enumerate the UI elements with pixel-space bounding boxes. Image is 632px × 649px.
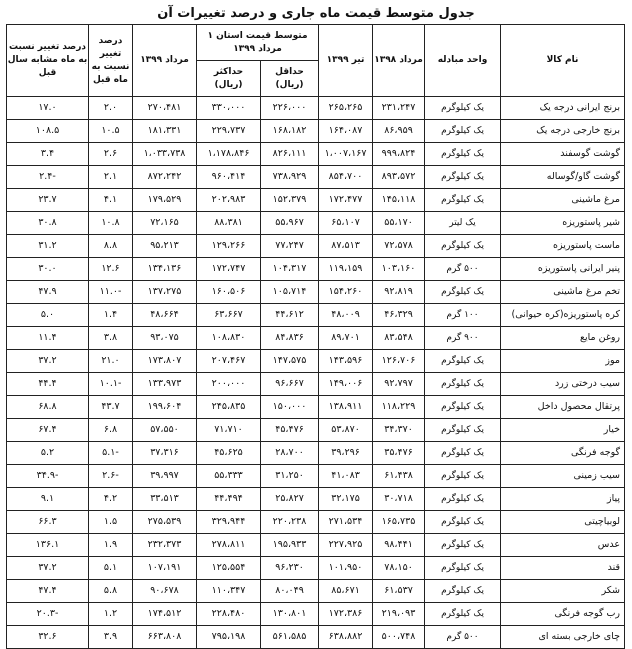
cell-tir-1399: ۱،۰۰۷،۱۶۷ [319, 143, 373, 166]
cell-change-year: ۶۶.۳ [7, 511, 89, 534]
cell-mordad-1399: ۳۹،۹۹۷ [133, 465, 197, 488]
cell-unit: یک کیلوگرم [425, 603, 501, 626]
cell-item-name: رب گوجه فرنگی [501, 603, 625, 626]
cell-mordad-1398: ۹۲،۷۹۷ [373, 373, 425, 396]
cell-min-price: ۱۵۰،۰۰۰ [261, 396, 319, 419]
table-row [7, 97, 625, 120]
cell-item-name: گوشت گاو/گوساله [501, 166, 625, 189]
cell-unit: یک کیلوگرم [425, 373, 501, 396]
cell-unit: یک کیلوگرم [425, 419, 501, 442]
cell-min-price: ۵۵،۹۶۷ [261, 212, 319, 235]
cell-unit: یک کیلوگرم [425, 557, 501, 580]
cell-change-year: ۳۱.۲ [7, 235, 89, 258]
header-mordad-1399: مرداد ۱۳۹۹ [133, 25, 197, 97]
cell-change-month: ۱.۵ [89, 511, 133, 534]
cell-tir-1399: ۱۴۹،۰۰۶ [319, 373, 373, 396]
table-row [7, 304, 625, 327]
cell-item-name: گوجه فرنگی [501, 442, 625, 465]
cell-mordad-1398: ۵۰۰،۷۴۸ [373, 626, 425, 649]
cell-item-name: کره پاستوریزه(کره حیوانی) [501, 304, 625, 327]
cell-tir-1399: ۵۳،۸۷۰ [319, 419, 373, 442]
cell-mordad-1399: ۱۹۹،۶۰۴ [133, 396, 197, 419]
cell-tir-1399: ۳۲،۱۷۵ [319, 488, 373, 511]
cell-unit: یک کیلوگرم [425, 534, 501, 557]
cell-item-name: روغن مایع [501, 327, 625, 350]
cell-item-name: سیب زمینی [501, 465, 625, 488]
cell-min-price: ۵۶۱،۵۸۵ [261, 626, 319, 649]
cell-min-price: ۲۵،۸۲۷ [261, 488, 319, 511]
cell-tir-1399: ۱۶۴،۰۸۷ [319, 120, 373, 143]
table-row [7, 327, 625, 350]
cell-max-price: ۲۴۵،۸۳۵ [197, 396, 261, 419]
cell-min-price: ۷۷،۲۴۷ [261, 235, 319, 258]
cell-tir-1399: ۸۵۴،۷۰۰ [319, 166, 373, 189]
table-row [7, 212, 625, 235]
cell-change-year: ۵.۲ [7, 442, 89, 465]
cell-mordad-1399: ۲۳۲،۳۷۳ [133, 534, 197, 557]
cell-change-year: ۳۰.۰ [7, 258, 89, 281]
cell-max-price: ۷۹۵،۱۹۸ [197, 626, 261, 649]
cell-change-year: ۶۸.۸ [7, 396, 89, 419]
cell-tir-1399: ۱۳۸،۹۱۱ [319, 396, 373, 419]
cell-tir-1399: ۴۱،۰۸۳ [319, 465, 373, 488]
cell-change-month: ۶.۸ [89, 419, 133, 442]
cell-change-year: ۲۳.۷ [7, 189, 89, 212]
cell-tir-1399: ۱۱۹،۱۵۹ [319, 258, 373, 281]
cell-mordad-1399: ۱۳۷،۲۷۵ [133, 281, 197, 304]
cell-mordad-1398: ۸۳،۵۴۸ [373, 327, 425, 350]
cell-mordad-1399: ۱۰۷،۱۹۱ [133, 557, 197, 580]
cell-change-month: ۱۲.۶ [89, 258, 133, 281]
cell-mordad-1398: ۱۶۵،۷۳۵ [373, 511, 425, 534]
cell-tir-1399: ۴۸،۰۰۹ [319, 304, 373, 327]
cell-min-price: ۱۶۸،۱۸۲ [261, 120, 319, 143]
cell-mordad-1398: ۸۶،۹۵۹ [373, 120, 425, 143]
cell-tir-1399: ۲۲۷،۹۲۵ [319, 534, 373, 557]
cell-change-month: ۳.۸ [89, 327, 133, 350]
cell-unit: یک کیلوگرم [425, 580, 501, 603]
cell-tir-1399: ۶۳۸،۸۸۲ [319, 626, 373, 649]
cell-item-name: شیر پاستوریزه [501, 212, 625, 235]
cell-mordad-1398: ۳۵،۴۷۶ [373, 442, 425, 465]
cell-mordad-1398: ۶۱،۵۳۷ [373, 580, 425, 603]
cell-max-price: ۱۲۵،۵۵۴ [197, 557, 261, 580]
table-row [7, 258, 625, 281]
cell-min-price: ۲۸،۷۰۰ [261, 442, 319, 465]
cell-item-name: لوبیاچیتی [501, 511, 625, 534]
cell-tir-1399: ۲۷۱،۵۳۴ [319, 511, 373, 534]
cell-mordad-1399: ۷۲،۱۶۵ [133, 212, 197, 235]
cell-tir-1399: ۱۵۴،۲۶۰ [319, 281, 373, 304]
cell-tir-1399: ۸۹،۷۰۱ [319, 327, 373, 350]
cell-min-price: ۹۶،۲۳۰ [261, 557, 319, 580]
cell-mordad-1398: ۲۱۹،۰۹۳ [373, 603, 425, 626]
cell-change-month: ۱.۴ [89, 304, 133, 327]
cell-max-price: ۴۵،۶۲۵ [197, 442, 261, 465]
table-row [7, 488, 625, 511]
cell-change-year: -۲.۴ [7, 166, 89, 189]
cell-mordad-1398: ۱۰۳،۱۶۰ [373, 258, 425, 281]
cell-mordad-1398: ۳۴،۳۷۰ [373, 419, 425, 442]
cell-mordad-1398: ۳۰،۷۱۸ [373, 488, 425, 511]
cell-max-price: ۱۰۸،۸۳۰ [197, 327, 261, 350]
table-row [7, 143, 625, 166]
cell-mordad-1398: ۸۹۳،۵۷۲ [373, 166, 425, 189]
cell-tir-1399: ۱۰۱،۹۵۰ [319, 557, 373, 580]
header-change-year: درصد تغییر نسبت به ماه مشابه سال قبل [7, 25, 89, 97]
table-header [7, 25, 625, 97]
cell-unit: یک کیلوگرم [425, 235, 501, 258]
table-row [7, 189, 625, 212]
table-row [7, 603, 625, 626]
table-title: جدول متوسط قیمت ماه جاری و درصد تغییرات آن [157, 6, 475, 21]
cell-tir-1399: ۱۴۳،۵۹۶ [319, 350, 373, 373]
cell-min-price: ۲۲۶،۰۰۰ [261, 97, 319, 120]
cell-unit: ۵۰۰ گرم [425, 258, 501, 281]
cell-change-year: ۳۷.۲ [7, 557, 89, 580]
cell-tir-1399: ۱۷۲،۳۸۶ [319, 603, 373, 626]
header-province-average [197, 25, 319, 61]
cell-change-month: ۱۰.۸ [89, 212, 133, 235]
cell-min-price: ۸۴،۸۳۶ [261, 327, 319, 350]
cell-max-price: ۳۲۹،۹۴۴ [197, 511, 261, 534]
table-body [7, 97, 625, 649]
cell-unit: یک کیلوگرم [425, 488, 501, 511]
cell-change-month: ۸.۸ [89, 235, 133, 258]
cell-max-price: ۱،۱۷۸،۸۴۶ [197, 143, 261, 166]
cell-mordad-1398: ۱۲۶،۷۰۶ [373, 350, 425, 373]
cell-mordad-1399: ۹۳،۰۷۵ [133, 327, 197, 350]
cell-item-name: برنج ایرانی درجه یک [501, 97, 625, 120]
table-row [7, 166, 625, 189]
cell-item-name: سیب درختی زرد [501, 373, 625, 396]
cell-item-name: گوشت گوسفند [501, 143, 625, 166]
cell-max-price: ۱۷۲،۷۴۷ [197, 258, 261, 281]
cell-change-month: ۱.۹ [89, 534, 133, 557]
cell-max-price: ۷۱،۷۱۰ [197, 419, 261, 442]
cell-item-name: مرغ ماشینی [501, 189, 625, 212]
cell-item-name: چای خارجی بسته ای [501, 626, 625, 649]
cell-max-price: ۱۶۰،۵۰۶ [197, 281, 261, 304]
cell-max-price: ۴۴،۴۹۴ [197, 488, 261, 511]
cell-max-price: ۸۸،۳۸۱ [197, 212, 261, 235]
cell-item-name: عدس [501, 534, 625, 557]
cell-min-price: ۱۰۴،۳۱۷ [261, 258, 319, 281]
cell-tir-1399: ۶۵،۱۰۷ [319, 212, 373, 235]
table-row [7, 350, 625, 373]
cell-mordad-1399: ۱۳۳،۹۷۳ [133, 373, 197, 396]
cell-change-month: ۳.۹ [89, 626, 133, 649]
cell-max-price: ۲۰۰،۰۰۰ [197, 373, 261, 396]
cell-change-year: ۱۷.۰ [7, 97, 89, 120]
table-row [7, 281, 625, 304]
cell-max-price: ۲۰۲،۹۸۳ [197, 189, 261, 212]
cell-tir-1399: ۸۵،۶۷۱ [319, 580, 373, 603]
cell-min-price: ۱۹۵،۹۳۳ [261, 534, 319, 557]
cell-tir-1399: ۳۹،۲۹۶ [319, 442, 373, 465]
cell-change-month: ۱.۲ [89, 603, 133, 626]
cell-item-name: پیاز [501, 488, 625, 511]
header-max-line2: (ریال) [214, 79, 243, 90]
cell-unit: یک لیتر [425, 212, 501, 235]
cell-change-year: ۳۷.۲ [7, 350, 89, 373]
cell-min-price: ۱۳۰،۸۰۱ [261, 603, 319, 626]
cell-mordad-1399: ۳۷،۳۱۶ [133, 442, 197, 465]
cell-mordad-1399: ۴۸،۶۶۴ [133, 304, 197, 327]
cell-unit: یک کیلوگرم [425, 442, 501, 465]
cell-mordad-1398: ۱۴۵،۱۱۸ [373, 189, 425, 212]
cell-mordad-1398: ۹۸،۴۴۱ [373, 534, 425, 557]
cell-max-price: ۵۵،۳۳۳ [197, 465, 261, 488]
cell-change-year: ۹.۱ [7, 488, 89, 511]
cell-item-name: شکر [501, 580, 625, 603]
cell-max-price: ۲۲۹،۷۳۷ [197, 120, 261, 143]
cell-min-price: ۴۴،۶۱۲ [261, 304, 319, 327]
header-max [197, 61, 261, 97]
cell-unit: یک کیلوگرم [425, 120, 501, 143]
cell-change-month: ۴.۲ [89, 488, 133, 511]
cell-max-price: ۱۲۹،۲۶۶ [197, 235, 261, 258]
cell-change-month: ۲.۱ [89, 166, 133, 189]
price-table [6, 24, 625, 649]
cell-unit: یک کیلوگرم [425, 189, 501, 212]
table-row [7, 557, 625, 580]
cell-change-year: ۳.۴ [7, 143, 89, 166]
header-unit: واحد مبادله [425, 25, 501, 97]
cell-change-month: ۲.۶ [89, 143, 133, 166]
table-row [7, 442, 625, 465]
cell-min-price: ۱۴۷،۵۷۵ [261, 350, 319, 373]
cell-change-year: ۶۷.۴ [7, 419, 89, 442]
cell-change-year: ۴۷.۹ [7, 281, 89, 304]
cell-change-year: -۲۰.۳ [7, 603, 89, 626]
header-min-line2: (ریال) [275, 79, 304, 90]
cell-change-month: ۵.۱ [89, 557, 133, 580]
table-row [7, 465, 625, 488]
cell-min-price: ۳۱،۲۵۰ [261, 465, 319, 488]
table-row [7, 511, 625, 534]
header-province-average-line1: متوسط قیمت استان ۱ [207, 30, 308, 41]
table-row [7, 580, 625, 603]
cell-mordad-1399: ۱۷۴،۵۱۲ [133, 603, 197, 626]
cell-max-price: ۲۷۸،۸۱۱ [197, 534, 261, 557]
cell-min-price: ۲۲۰،۲۳۸ [261, 511, 319, 534]
cell-item-name: پرتقال محصول داخل [501, 396, 625, 419]
cell-unit: ۵۰۰ گرم [425, 626, 501, 649]
cell-change-year: ۴۷.۴ [7, 580, 89, 603]
cell-change-year: ۱۰۸.۵ [7, 120, 89, 143]
table-row [7, 534, 625, 557]
header-tir-1399: تیر ۱۳۹۹ [319, 25, 373, 97]
cell-mordad-1399: ۱۸۱،۳۳۱ [133, 120, 197, 143]
cell-unit: یک کیلوگرم [425, 465, 501, 488]
cell-unit: ۹۰۰ گرم [425, 327, 501, 350]
cell-max-price: ۶۳،۶۶۷ [197, 304, 261, 327]
cell-change-month: ۲۱.۰ [89, 350, 133, 373]
cell-change-month: ۱۰.۵ [89, 120, 133, 143]
cell-unit: یک کیلوگرم [425, 166, 501, 189]
cell-min-price: ۱۵۲،۳۷۹ [261, 189, 319, 212]
cell-mordad-1398: ۹۲،۸۱۹ [373, 281, 425, 304]
cell-max-price: ۱۱۰،۳۴۷ [197, 580, 261, 603]
cell-mordad-1399: ۱۳۴،۱۳۶ [133, 258, 197, 281]
cell-min-price: ۸۰،۰۴۹ [261, 580, 319, 603]
cell-unit: یک کیلوگرم [425, 511, 501, 534]
cell-mordad-1398: ۶۱،۴۳۸ [373, 465, 425, 488]
cell-min-price: ۸۲۶،۱۱۱ [261, 143, 319, 166]
cell-mordad-1398: ۷۸،۱۵۰ [373, 557, 425, 580]
cell-mordad-1399: ۱۷۹،۵۲۹ [133, 189, 197, 212]
cell-mordad-1399: ۸۷۲،۲۴۲ [133, 166, 197, 189]
cell-unit: یک کیلوگرم [425, 350, 501, 373]
table-row [7, 373, 625, 396]
cell-mordad-1399: ۹۵،۲۱۳ [133, 235, 197, 258]
cell-min-price: ۹۶،۶۶۷ [261, 373, 319, 396]
cell-mordad-1399: ۵۷،۵۵۰ [133, 419, 197, 442]
cell-change-year: ۵.۰ [7, 304, 89, 327]
cell-unit: ۱۰۰ گرم [425, 304, 501, 327]
cell-change-month: ۴.۱ [89, 189, 133, 212]
cell-change-year: -۳۴.۹ [7, 465, 89, 488]
cell-mordad-1399: ۹۰،۶۷۸ [133, 580, 197, 603]
header-province-average-line2: مرداد ۱۳۹۹ [233, 43, 282, 54]
cell-mordad-1398: ۹۹۹،۸۲۴ [373, 143, 425, 166]
header-item-name: نام کالا [501, 25, 625, 97]
cell-tir-1399: ۸۷،۵۱۳ [319, 235, 373, 258]
cell-max-price: ۲۰۷،۴۶۷ [197, 350, 261, 373]
cell-item-name: قند [501, 557, 625, 580]
cell-max-price: ۲۲۸،۴۸۰ [197, 603, 261, 626]
cell-change-year: ۱۳۶.۱ [7, 534, 89, 557]
cell-change-year: ۴۴.۴ [7, 373, 89, 396]
cell-min-price: ۱۰۵،۷۱۴ [261, 281, 319, 304]
cell-item-name: تخم مرغ ماشینی [501, 281, 625, 304]
cell-min-price: ۷۳۸،۹۲۹ [261, 166, 319, 189]
header-max-line1: حداکثر [213, 66, 244, 77]
header-mordad-1398: مرداد ۱۳۹۸ [373, 25, 425, 97]
header-min [261, 61, 319, 97]
cell-mordad-1399: ۶۶۳،۸۰۸ [133, 626, 197, 649]
table-row [7, 235, 625, 258]
table-row [7, 120, 625, 143]
cell-change-month: ۴۳.۷ [89, 396, 133, 419]
cell-unit: یک کیلوگرم [425, 396, 501, 419]
table-row [7, 626, 625, 649]
cell-mordad-1399: ۲۷۵،۵۳۹ [133, 511, 197, 534]
cell-mordad-1398: ۴۶،۳۲۹ [373, 304, 425, 327]
cell-max-price: ۳۳۰،۰۰۰ [197, 97, 261, 120]
cell-change-month: -۲.۶ [89, 465, 133, 488]
cell-mordad-1399: ۳۳،۵۱۳ [133, 488, 197, 511]
cell-change-month: ۵.۸ [89, 580, 133, 603]
cell-change-month: ۲.۰ [89, 97, 133, 120]
cell-mordad-1399: ۱۷۳،۸۰۷ [133, 350, 197, 373]
cell-mordad-1398: ۲۳۱،۲۴۷ [373, 97, 425, 120]
cell-item-name: ماست پاستوریزه [501, 235, 625, 258]
cell-change-year: ۳۰.۸ [7, 212, 89, 235]
cell-tir-1399: ۲۶۵،۲۶۵ [319, 97, 373, 120]
table-row [7, 396, 625, 419]
cell-item-name: خیار [501, 419, 625, 442]
cell-mordad-1399: ۲۷۰،۴۸۱ [133, 97, 197, 120]
cell-change-month: -۵.۱ [89, 442, 133, 465]
cell-change-year: ۱۱.۴ [7, 327, 89, 350]
cell-item-name: برنج خارجی درجه یک [501, 120, 625, 143]
cell-change-month: -۱۱.۰ [89, 281, 133, 304]
cell-mordad-1399: ۱،۰۳۳،۷۳۸ [133, 143, 197, 166]
cell-mordad-1398: ۱۱۸،۲۲۹ [373, 396, 425, 419]
table-row [7, 419, 625, 442]
cell-item-name: پنیر ایرانی پاستوریزه [501, 258, 625, 281]
cell-tir-1399: ۱۷۲،۴۷۷ [319, 189, 373, 212]
cell-mordad-1398: ۵۵،۱۷۰ [373, 212, 425, 235]
header-change-month: درصد تغییر نسبت به ماه قبل [89, 25, 133, 97]
cell-unit: یک کیلوگرم [425, 281, 501, 304]
cell-unit: یک کیلوگرم [425, 143, 501, 166]
cell-max-price: ۹۶۰،۴۱۴ [197, 166, 261, 189]
cell-change-month: -۱۰.۱ [89, 373, 133, 396]
cell-min-price: ۴۵،۴۷۶ [261, 419, 319, 442]
cell-unit: یک کیلوگرم [425, 97, 501, 120]
cell-item-name: موز [501, 350, 625, 373]
cell-mordad-1398: ۷۲،۵۷۸ [373, 235, 425, 258]
cell-change-year: ۳۲.۶ [7, 626, 89, 649]
header-min-line1: حداقل [275, 66, 304, 77]
